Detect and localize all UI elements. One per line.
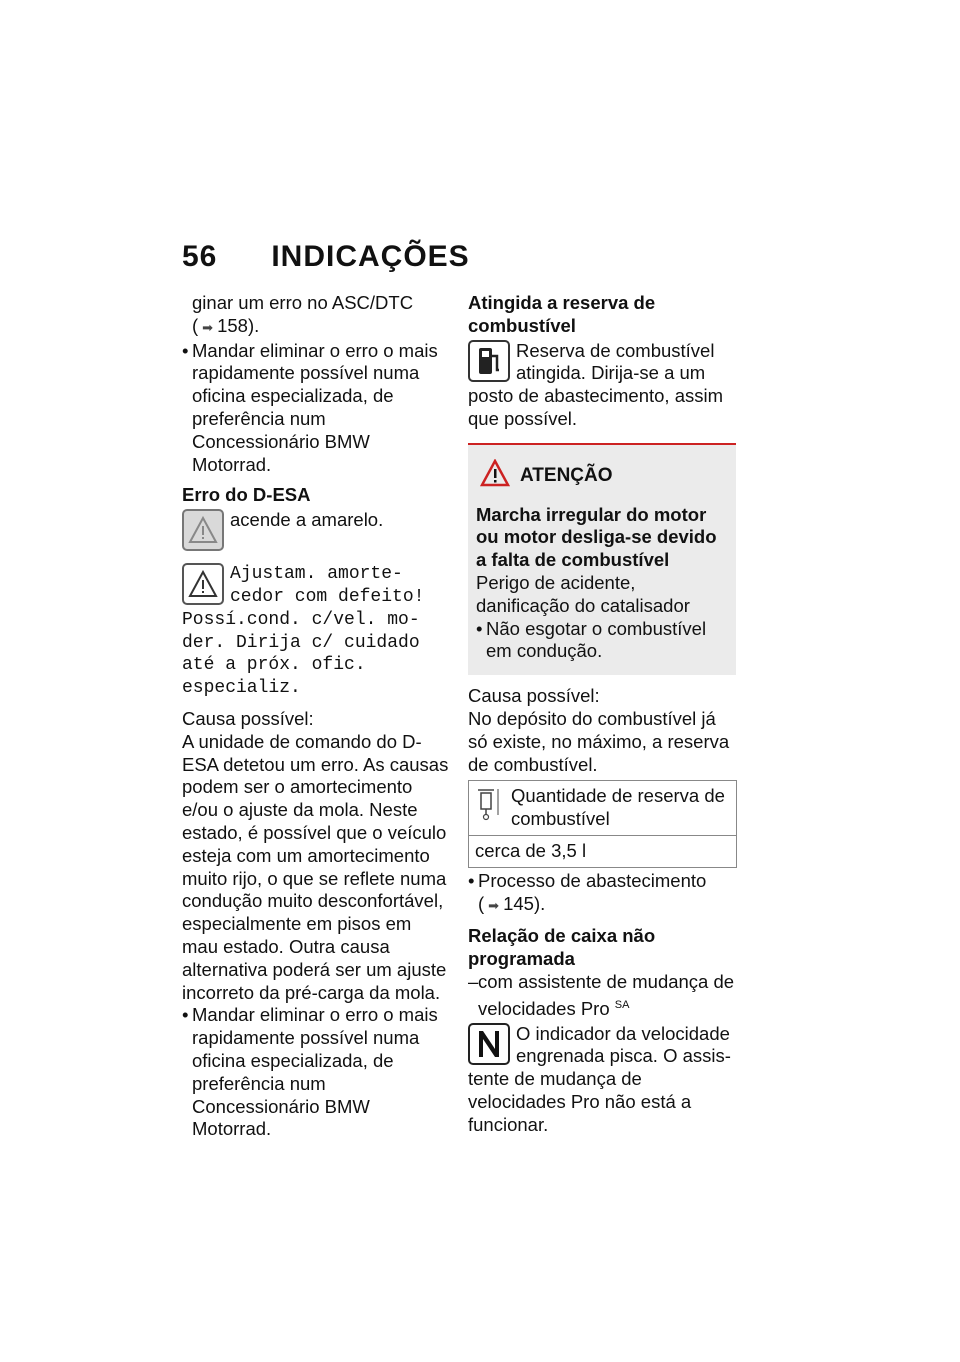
cause-label: Causa possível: [468, 685, 600, 707]
page-title: INDICAÇÕES [271, 240, 470, 273]
right-column [468, 292, 736, 1137]
display-message: Possí.cond. c/vel. mo-der. Dirija c/ cuidado até a próx. ofic. especializ. [182, 609, 420, 699]
warning-triangle-icon [182, 509, 224, 551]
option-line: – com assistente de mudança de velocidades Pro $^{SA}$ [468, 970, 735, 1019]
process-reference: ( ➡ 145). [468, 893, 736, 918]
cause-label: Causa possível: [182, 707, 314, 729]
gear-text: O indicador da velocidade engrenada pisca. O assis- [516, 1022, 731, 1067]
fuel-gauge-icon [475, 785, 511, 831]
gear-heading: Relação de caixa não programada [468, 925, 656, 970]
spec-label-cell: Quantidade de reserva de combustível [469, 781, 737, 836]
esa-indicator-text: acende a amarelo. [230, 509, 384, 531]
warning-header [476, 459, 728, 494]
page-header [182, 240, 470, 274]
fuel-text-continued: posto de abastecimento, assim que possível. [468, 385, 724, 429]
list-item: • Mandar eliminar o erro o mais rapidamente possível numa oficina especializada, de preferência num Concessionário BMW Motorrad. [182, 1004, 438, 1140]
list-item: • Processo de abastecimento [468, 869, 707, 891]
cause-text: No depósito do combustível já só existe, no máximo, a reserva de combustível. [468, 707, 730, 775]
gear-neutral-icon [468, 1023, 510, 1065]
esa-heading: Erro do D-ESA [182, 484, 311, 506]
fuel-heading: Atingida a reserva de combustível [468, 292, 656, 336]
esa-indicator-row [182, 509, 450, 551]
warning-title: Marcha irregular do motor ou motor desliga-se devido a falta de combustível [476, 503, 717, 571]
fuel-pump-icon [468, 340, 510, 382]
display-message: Ajustam. amorte- [230, 564, 403, 585]
warning-triangle-icon [182, 563, 224, 605]
warning-text: Perigo de acidente, danificação do catalisador [476, 571, 690, 616]
cause-text: A unidade de comando do D-ESA detetou um erro. As causas podem ser o amortecimento e/ou o ajuste da mola. Neste estado, é possível que o veículo esteja com um amortecimento muito rijo, o que se reflete numa condução muito desconfortável, especialmente em pisos em mau estado. Outra causa alternativa poderá ser um ajuste incorreto da pré-carga da mola. [182, 730, 449, 1003]
warning-triangle-icon [480, 459, 510, 494]
page-number: 56 [182, 240, 218, 273]
fuel-indicator-row [468, 340, 736, 386]
list-item: • Não esgotar o combustível em condução. [476, 617, 707, 662]
display-message: cedor com defeito! [230, 586, 425, 607]
intro-line: ginar um erro no ASC/DTC [192, 292, 414, 313]
warning-label: ATENÇÃO [520, 464, 613, 486]
spec-value-cell: cerca de 3,5 l [469, 835, 737, 867]
list-item: • Mandar eliminar o erro o mais rapidamente possível numa oficina especializada, de preferência num Concessionário BMW Motorrad. [182, 339, 438, 475]
arrow-reference-icon: ➡ [488, 897, 500, 913]
spec-table [468, 780, 737, 867]
esa-display-row [182, 563, 450, 609]
warning-box [468, 443, 736, 675]
gear-indicator-row [468, 1023, 736, 1069]
fuel-text: Reserva de combustível atingida. Dirija-se a um [516, 339, 715, 384]
gear-text-continued: tente de mudança de velocidades Pro não está a funcionar. [468, 1068, 692, 1135]
left-column [182, 292, 450, 1141]
intro-reference: ( ➡ 158). [182, 315, 450, 340]
arrow-reference-icon: ➡ [202, 319, 214, 335]
